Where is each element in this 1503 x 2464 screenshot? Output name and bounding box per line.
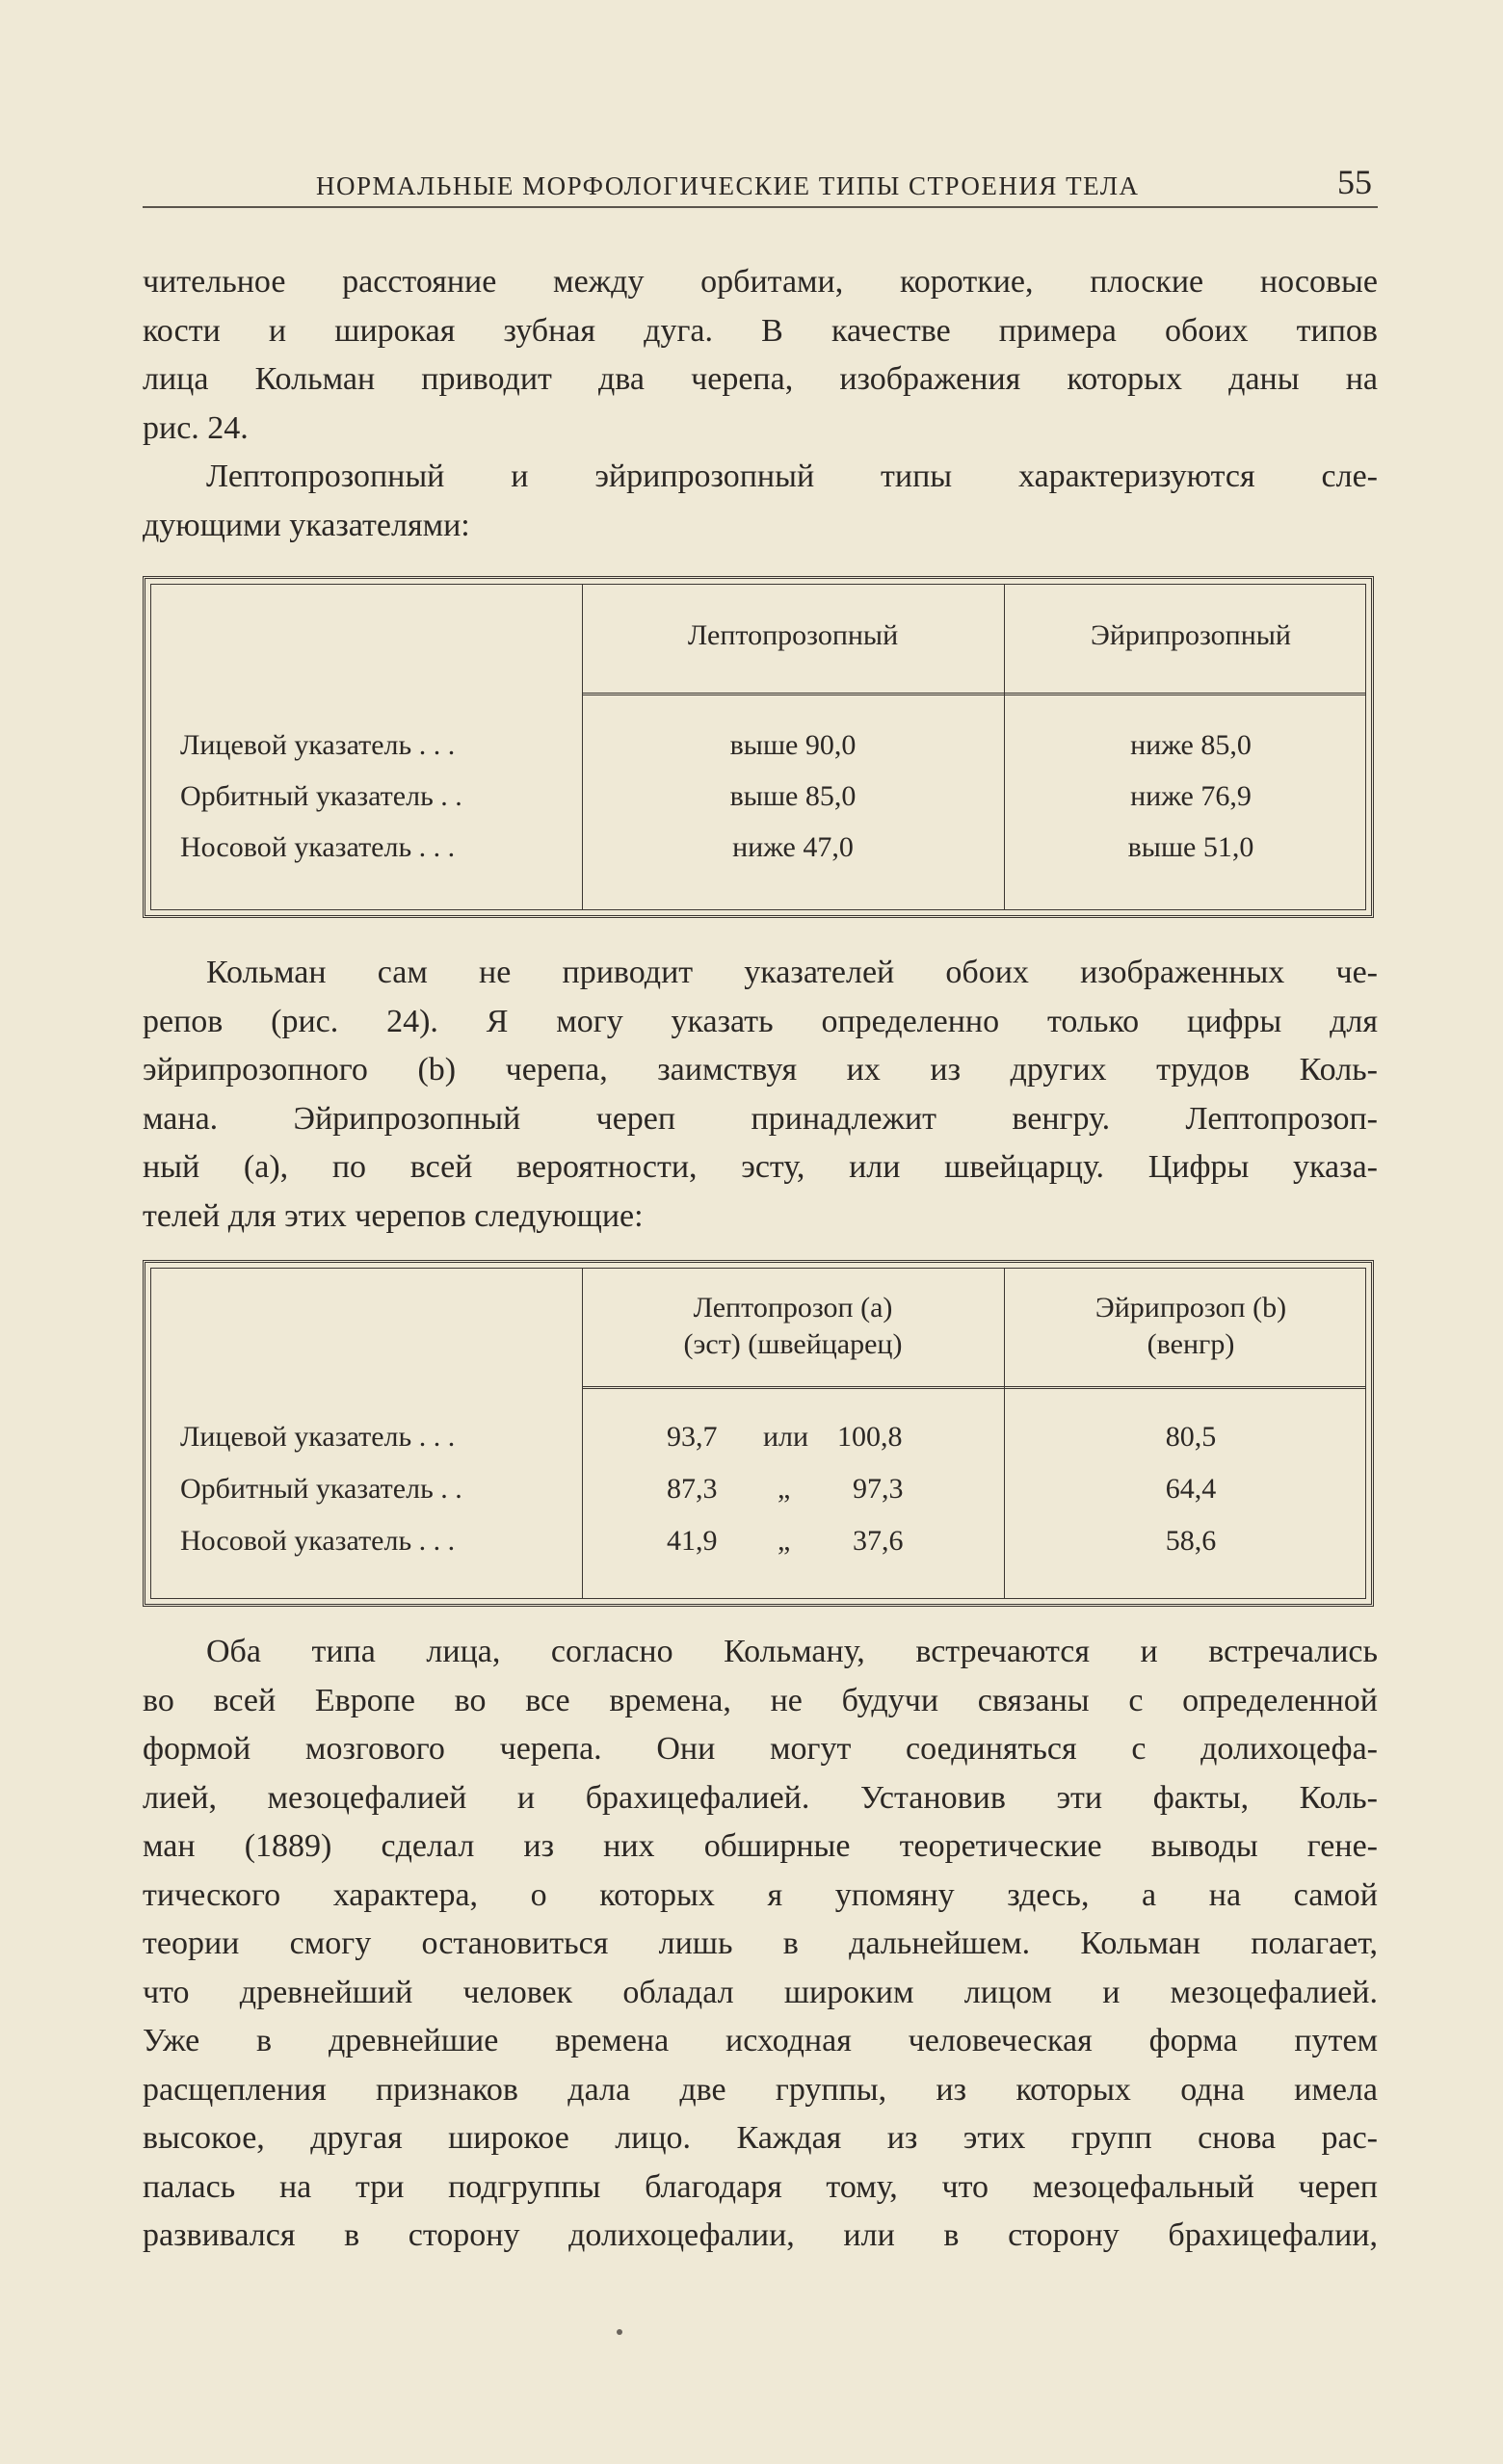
row-label: Орбитный указатель . . [180,780,462,812]
cell-sep: „ [778,1525,791,1557]
header-euryprosop-line1: Эйрипрозоп (b) [1094,1292,1287,1324]
cell-swiss: 100,8 [837,1421,903,1453]
cell-sep: „ [778,1473,791,1505]
paper-speck [617,2329,622,2335]
text-line: чительное расстояние между орбитами, короткие, плоские носовые [143,264,1378,300]
cell-euri: ниже 85,0 [1130,729,1252,761]
cell-lepto: выше 85,0 [729,780,857,812]
text-line: телей для этих черепов следующие: [143,1197,644,1234]
header-euryprosopic: Эйрипрозопный [1091,619,1291,651]
running-header [143,162,1378,208]
row-label: Лицевой указатель . . . [180,1421,456,1453]
text-line: Уже в древнейшие времена исходная человеческая форма путем [143,2023,1378,2058]
cell-lepto: выше 90,0 [729,729,857,761]
text-line: Кольман сам не приводит указателей обоих изображенных че- [206,955,1378,990]
text-line: репов (рис. 24). Я могу указать определенно только цифры для [143,1003,1378,1039]
text-line: лица Кольман приводит два черепа, изображения которых даны на [143,361,1378,397]
text-line: расщепления признаков дала две группы, из которых одна имела [143,2071,1378,2108]
text-line: мана. Эйрипрозопный череп принадлежит венгру. Лептопрозоп- [143,1100,1378,1137]
paragraph-4 [143,1628,1378,2261]
text-line: палась на три подгруппы благодаря тому, что мезоцефальный череп [143,2168,1378,2205]
cell-lepto: ниже 47,0 [732,831,854,863]
cell-euri: 64,4 [1165,1473,1217,1505]
text-line: развивался в сторону долихоцефалии, или в сторону брахицефалии, [143,2217,1378,2253]
cell-est: 87,3 [667,1473,718,1505]
row-label: Лицевой указатель . . . [180,729,456,761]
running-title: НОРМАЛЬНЫЕ МОРФОЛОГИЧЕСКИЕ ТИПЫ СТРОЕНИЯ ТЕЛА [316,171,1140,200]
header-euryprosop-line2: (венгр) [1147,1328,1235,1360]
paragraph-3 [143,949,1378,1241]
text-line: Лептопрозопный и эйрипрозопный типы характеризуются сле- [206,459,1378,494]
text-line: Оба типа лица, согласно Кольману, встречаются и встречались [206,1634,1378,1669]
header-leptoprosopic: Лептопрозопный [687,619,899,651]
cell-swiss: 37,6 [853,1525,904,1557]
cell-euri: 58,6 [1165,1525,1217,1557]
header-leptoprosop-line1: Лептопрозоп (a) [693,1292,893,1324]
index-table-2 [143,1260,1374,1607]
row-label: Орбитный указатель . . [180,1473,462,1505]
header-euryprosop [1004,1290,1378,1363]
text-line: что древнейший человек обладал широким лицом и мезоцефалией. [143,1974,1378,2010]
cell-est: 93,7 [667,1421,718,1453]
text-line: эйрипрозопного (b) черепа, заимствуя их из других трудов Коль- [143,1052,1378,1088]
index-table-1 [143,576,1374,918]
cell-euri: выше 51,0 [1127,831,1254,863]
text-line: ман (1889) сделал из них обширные теоретические выводы гене- [143,1828,1378,1864]
header-leptoprosop [582,1290,1004,1363]
text-line: высокое, другая широкое лицо. Каждая из этих групп снова рас- [143,2120,1378,2156]
cell-sep: или [763,1421,809,1453]
paragraph-1 [143,258,1378,453]
text-line: кости и широкая зубная дуга. В качестве примера обоих типов [143,312,1378,349]
text-line: лией, мезоцефалией и брахицефалией. Установив эти факты, Коль- [143,1779,1378,1816]
text-line: формой мозгового черепа. Они могут соединяться с долихоцефа- [143,1731,1378,1767]
cell-euri: 80,5 [1165,1421,1217,1453]
text-line: ный (a), по всей вероятности, эсту, или швейцарцу. Цифры указа- [143,1149,1378,1185]
paragraph-2 [143,453,1378,550]
row-label: Носовой указатель . . . [180,831,456,863]
cell-est: 41,9 [667,1525,718,1557]
cell-euri: ниже 76,9 [1130,780,1252,812]
text-line: во всей Европе во все времена, не будучи связаны с определенной [143,1682,1378,1718]
row-label: Носовой указатель . . . [180,1525,456,1557]
text-line: рис. 24. [143,409,249,446]
cell-swiss: 97,3 [853,1473,904,1505]
page-number: 55 [1337,163,1372,201]
text-line: тического характера, о которых я упомяну здесь, а на самой [143,1876,1378,1913]
text-line: теории смогу остановиться лишь в дальнейшем. Кольман полагает, [143,1926,1378,1961]
text-line: дующими указателями: [143,507,470,543]
header-leptoprosop-line2: (эст) (швейцарец) [683,1328,903,1360]
